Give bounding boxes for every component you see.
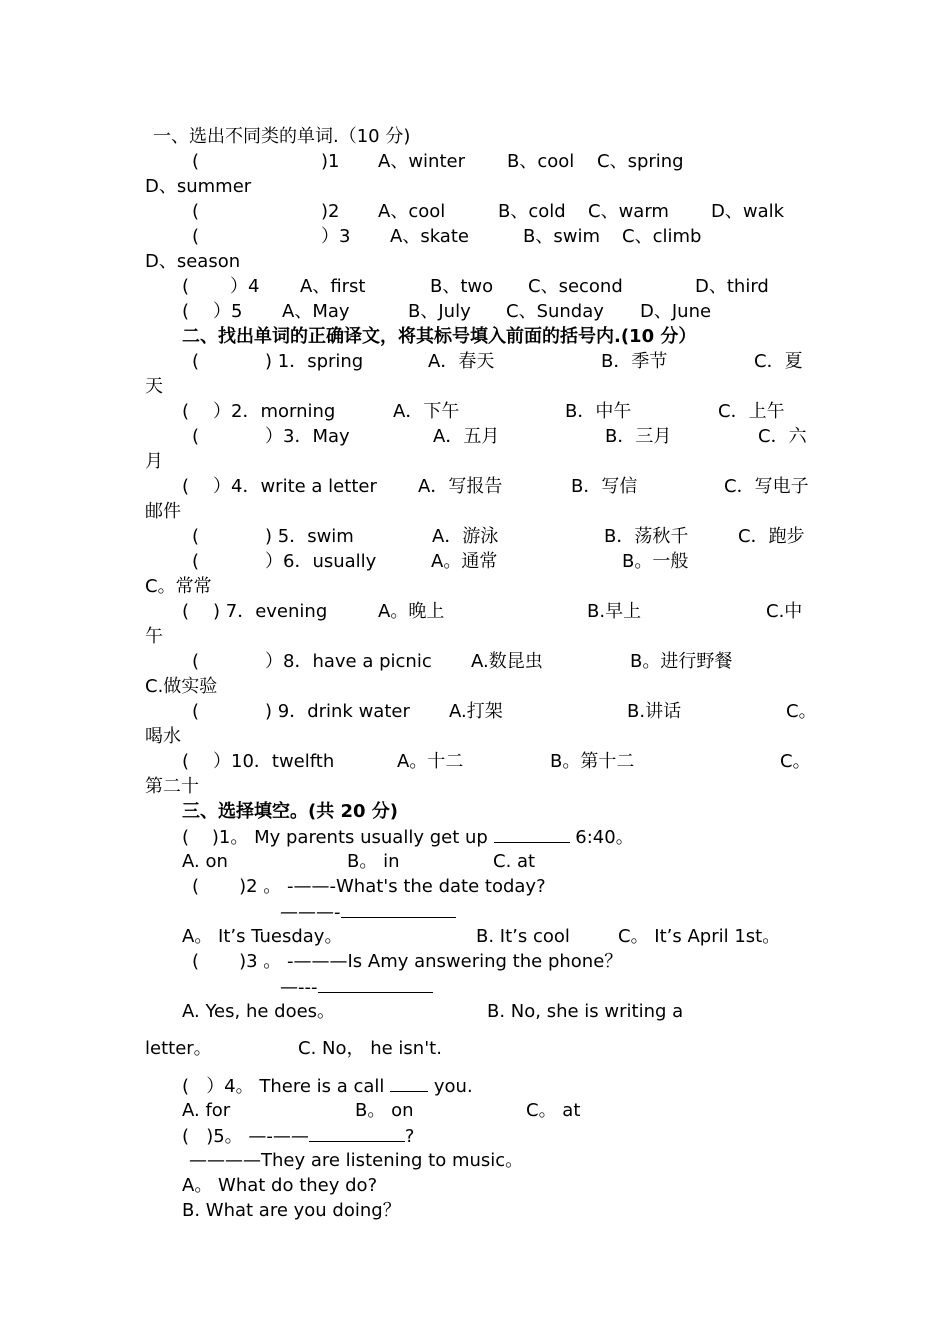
s2-q1-option-c-wrap: 天 [145, 376, 163, 397]
s2-q1-option-b: B．季节 [601, 351, 668, 372]
s2-q1-option-c: C．夏 [754, 351, 803, 372]
s2-q10-option-c: C。 [780, 751, 811, 772]
s3-q3-blank[interactable] [318, 974, 433, 993]
s3-q1-option-b: B。 in [347, 851, 400, 872]
s2-q10-option-c-wrap: 第二十 [145, 776, 199, 797]
s3-q2-option-c: C。 It’s April 1st。 [618, 926, 781, 947]
s2-q3-option-c: C．六 [758, 426, 807, 447]
s3-q2-stem: ( )2 。 -——-What's the date today? [192, 876, 546, 897]
s2-q4-word: ）4．write a letter [213, 476, 377, 497]
s2-q9-option-c: C。 [786, 701, 817, 722]
s2-q3-option-c-wrap: 月 [145, 451, 163, 472]
section1-title: 一、选出不同类的单词.（10 分) [153, 126, 411, 147]
s2-q5-option-a: A．游泳 [432, 526, 499, 547]
s3-q1-option-c: C. at [493, 851, 536, 872]
s2-q4-paren: ( [182, 476, 190, 497]
s1-q3-paren: ( [192, 226, 200, 247]
s2-q8-paren: ( [192, 651, 200, 672]
s1-q2-number: )2 [321, 201, 340, 222]
s3-q3-stem: ( )3 。 -———Is Amy answering the phone？ [192, 951, 623, 972]
s2-q5-word: ) 5．swim [265, 526, 354, 547]
s3-q1-blank[interactable] [494, 824, 570, 843]
s2-q9-paren: ( [192, 701, 200, 722]
s3-q2-blank[interactable] [341, 899, 456, 918]
s3-q5-option-b: B. What are you doing？ [182, 1200, 401, 1221]
s3-q2-answer-dash: ———- [280, 902, 341, 923]
s1-q2-option-a: A、cool [378, 201, 446, 222]
s2-q8-option-a: A.数昆虫 [471, 651, 543, 672]
s2-q5-paren: ( [192, 526, 200, 547]
s3-q3-option-b: B. No, she is writing a [487, 1001, 684, 1022]
s1-q1-option-b: B、cool [507, 151, 575, 172]
s2-q10-option-a: A。十二 [397, 751, 464, 772]
s1-q4-option-b: B、two [430, 276, 494, 297]
s2-q7-word: ) 7．evening [213, 601, 328, 622]
s3-q5-blank[interactable] [309, 1123, 405, 1142]
s3-q2-option-a: A。 It’s Tuesday。 [182, 926, 343, 947]
s3-q5-stem-start: ( )5。 —-—— [182, 1126, 309, 1147]
s1-q1-paren: ( [192, 151, 200, 172]
s3-q1-stem-start: ( )1。 My parents usually get up [182, 827, 494, 848]
s1-q3-number: ）3 [321, 226, 351, 247]
s2-q5-option-c: C．跑步 [738, 526, 805, 547]
section2-title: 二、找出单词的正确译文，将其标号填入前面的括号内.(10 分） [182, 326, 697, 347]
s3-q4-stem-start: ( ）4。 There is a call [182, 1076, 391, 1097]
s1-q2-option-d: D、walk [711, 201, 785, 222]
s2-q10-option-b: B。第十二 [550, 751, 635, 772]
s2-q2-paren: ( [182, 401, 190, 422]
s2-q8-word: ）8．have a picnic [265, 651, 432, 672]
s2-q9-option-a: A.打架 [449, 701, 503, 722]
s3-q3-answer-dash: —--- [280, 977, 318, 998]
s1-q3-option-a: A、skate [390, 226, 469, 247]
s2-q3-option-b: B．三月 [605, 426, 672, 447]
s2-q9-option-c-wrap: 喝水 [145, 726, 181, 747]
s1-q1-option-c: C、spring [597, 151, 684, 172]
s2-q2-option-b: B．中午 [565, 401, 632, 422]
s2-q2-option-a: A．下午 [393, 401, 460, 422]
s2-q2-option-c: C．上午 [718, 401, 785, 422]
s1-q5-paren: ( [182, 301, 190, 322]
s2-q6-option-a: A。通常 [431, 551, 498, 572]
s3-q5-stem-end: ? [404, 1126, 415, 1147]
s3-q5-answer: ————They are listening to music。 [189, 1150, 524, 1171]
s2-q4-option-c-wrap: 邮件 [145, 501, 181, 522]
s2-q1-paren: ( [192, 351, 200, 372]
s2-q3-word: ）3．May [265, 426, 350, 447]
s2-q6-paren: ( [192, 551, 200, 572]
s1-q5-option-c: C、Sunday [506, 301, 604, 322]
s3-q3-option-c: C. No， he isn't. [298, 1038, 442, 1059]
s2-q3-paren: ( [192, 426, 200, 447]
s2-q6-option-b: B。一般 [622, 551, 689, 572]
s2-q4-option-b: B．写信 [571, 476, 638, 497]
s2-q6-word: ）6．usually [265, 551, 377, 572]
s3-q4-option-b: B。 on [355, 1100, 414, 1121]
s2-q7-paren: ( [182, 601, 190, 622]
s3-q4-stem [182, 1073, 473, 1098]
s1-q4-option-a: A、first [300, 276, 366, 297]
s1-q5-number: ）5 [213, 301, 243, 322]
s2-q5-option-b: B．荡秋千 [604, 526, 689, 547]
s1-q3-option-d: D、season [145, 251, 241, 272]
section3-title: 三、选择填空。(共 20 分) [182, 801, 399, 822]
s1-q5-option-d: D、June [640, 301, 712, 322]
s3-q2-answer [280, 899, 456, 924]
s3-q1-stem [182, 824, 634, 849]
s2-q7-option-a: A。晚上 [378, 601, 445, 622]
s2-q7-option-b: B.早上 [587, 601, 642, 622]
s2-q3-option-a: A．五月 [433, 426, 500, 447]
s3-q2-option-b: B. It’s cool [476, 926, 570, 947]
s2-q4-option-a: A．写报告 [418, 476, 503, 497]
s2-q8-option-c: C.做实验 [145, 676, 218, 697]
s3-q1-stem-end: 6:40。 [569, 827, 634, 848]
s1-q1-option-a: A、winter [378, 151, 465, 172]
s1-q2-option-b: B、cold [498, 201, 566, 222]
s3-q5-option-a: A。 What do they do? [182, 1175, 378, 1196]
s3-q3-option-b-wrap: letter。 [145, 1038, 212, 1059]
s2-q6-option-c: C。常常 [145, 576, 212, 597]
s1-q4-option-c: C、second [528, 276, 623, 297]
s3-q4-option-c: C。 at [526, 1100, 581, 1121]
s3-q3-answer [280, 974, 433, 999]
s2-q8-option-b: B。进行野餐 [630, 651, 733, 672]
s3-q4-stem-end: you. [428, 1076, 473, 1097]
s1-q3-option-b: B、swim [523, 226, 600, 247]
s1-q5-option-a: A、May [282, 301, 350, 322]
s3-q4-option-a: A. for [182, 1100, 231, 1121]
s2-q7-option-c-wrap: 午 [145, 626, 163, 647]
s1-q4-paren: ( [182, 276, 190, 297]
s2-q1-option-a: A．春天 [428, 351, 495, 372]
s3-q3-option-a: A. Yes, he does。 [182, 1001, 336, 1022]
s2-q4-option-c: C．写电子 [724, 476, 809, 497]
s2-q10-word: ）10．twelfth [213, 751, 335, 772]
s2-q7-option-c: C.中 [766, 601, 803, 622]
s1-q5-option-b: B、July [408, 301, 471, 322]
s3-q5-stem [182, 1123, 414, 1148]
s2-q2-word: ）2．morning [213, 401, 336, 422]
s1-q2-option-c: C、warm [588, 201, 669, 222]
s2-q1-word: ) 1．spring [265, 351, 364, 372]
s1-q1-option-d: D、summer [145, 176, 252, 197]
s2-q9-word: ) 9．drink water [265, 701, 410, 722]
s2-q9-option-b: B.讲话 [627, 701, 682, 722]
s3-q4-blank[interactable] [390, 1073, 428, 1092]
s1-q1-number: )1 [321, 151, 340, 172]
s1-q3-option-c: C、climb [622, 226, 702, 247]
s1-q2-paren: ( [192, 201, 200, 222]
s1-q4-number: ）4 [230, 276, 260, 297]
s1-q4-option-d: D、third [695, 276, 769, 297]
s3-q1-option-a: A. on [182, 851, 228, 872]
s2-q10-paren: ( [182, 751, 190, 772]
